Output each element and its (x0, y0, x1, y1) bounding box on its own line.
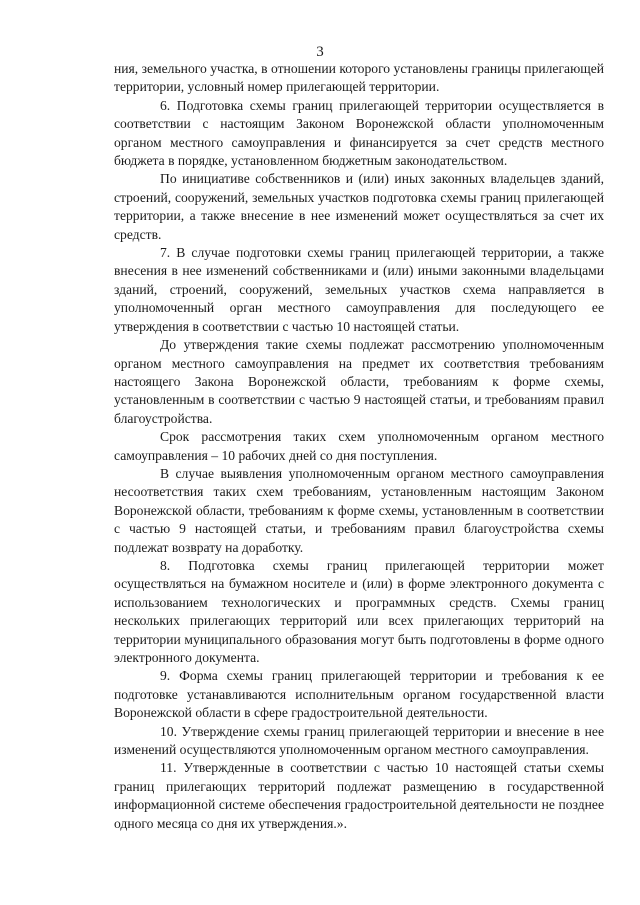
paragraph-continuation: ния, земельного участка, в отношении которого установлены границы прилегающей территории, условный номер прилегающей территории. (114, 61, 604, 95)
paragraph-item-8: 8. Подготовка схемы границ прилегающей территории может осуществляться на бумажном носителе и (или) в форме электронного документа с использованием технологических и программных средств. Схемы границ нескольких прилегающих территорий или всех прилегающих территорий на территории муниципального образования могут быть подготовлены в форме одного электронного документа. (114, 557, 604, 665)
paragraph-item-7-term: Срок рассмотрения таких схем уполномоченным органом местного самоуправления – 10 рабочих дней со дня поступления. (114, 429, 604, 463)
document-body (114, 60, 604, 833)
paragraph-item-6-initiative: По инициативе собственников и (или) иных законных владельцев зданий, строений, сооружений, земельных участков подготовка схемы границ прилегающей территории, а также внесение в нее изменений может осуществляться за счет их средств. (114, 171, 604, 242)
paragraph-item-7: 7. В случае подготовки схемы границ прилегающей территории, а также внесения в нее изменений собственниками и (или) иными законными владельцами зданий, строений, сооружений, земельных участков схема направляется в уполномоченный орган местного самоуправления для последующего ее утверждения в соответствии с частью 10 настоящей статьи. (114, 245, 604, 334)
paragraph-item-10: 10. Утверждение схемы границ прилегающей территории и внесение в нее изменений осуществляются уполномоченным органом местного самоуправления. (114, 723, 604, 758)
paragraph-item-7-return: В случае выявления уполномоченным органом местного самоуправления несоответствия таких схем требованиям, установленным настоящим Законом Воронежской области, требованиям к форме схемы, установленным в соответствии с частью 9 настоящей статьи, и требованиям правил благоустройства схемы подлежат возврату на доработку. (114, 465, 604, 555)
paragraph-item-9: 9. Форма схемы границ прилегающей территории и требования к ее подготовке устанавливаются исполнительным органом государственной власти Воронежской области в сфере градостроительной деятельности. (114, 668, 604, 721)
paragraph-item-6: 6. Подготовка схемы границ прилегающей территории осуществляется в соответствии с настоящим Законом Воронежской области уполномоченным органом местного самоуправления и финансируется за счет средств местного бюджета в порядке, установленном бюджетным законодательством. (114, 97, 604, 169)
paragraph-item-7-review: До утверждения такие схемы подлежат рассмотрению уполномоченным органом местного самоуправления на предмет их соответствия требованиям настоящего Закона Воронежской области, требованиям к форме схемы, установленным в соответствии с частью 9 настоящей статьи, и требованиям правил благоустройства. (114, 337, 604, 426)
paragraph-item-11: 11. Утвержденные в соответствии с частью 10 настоящей статьи схемы границ прилегающих территорий подлежат размещению в государственной информационной системе обеспечения градостроительной деятельности не позднее одного месяца со дня их утверждения.». (114, 760, 604, 831)
page-number: 3 (316, 44, 324, 60)
